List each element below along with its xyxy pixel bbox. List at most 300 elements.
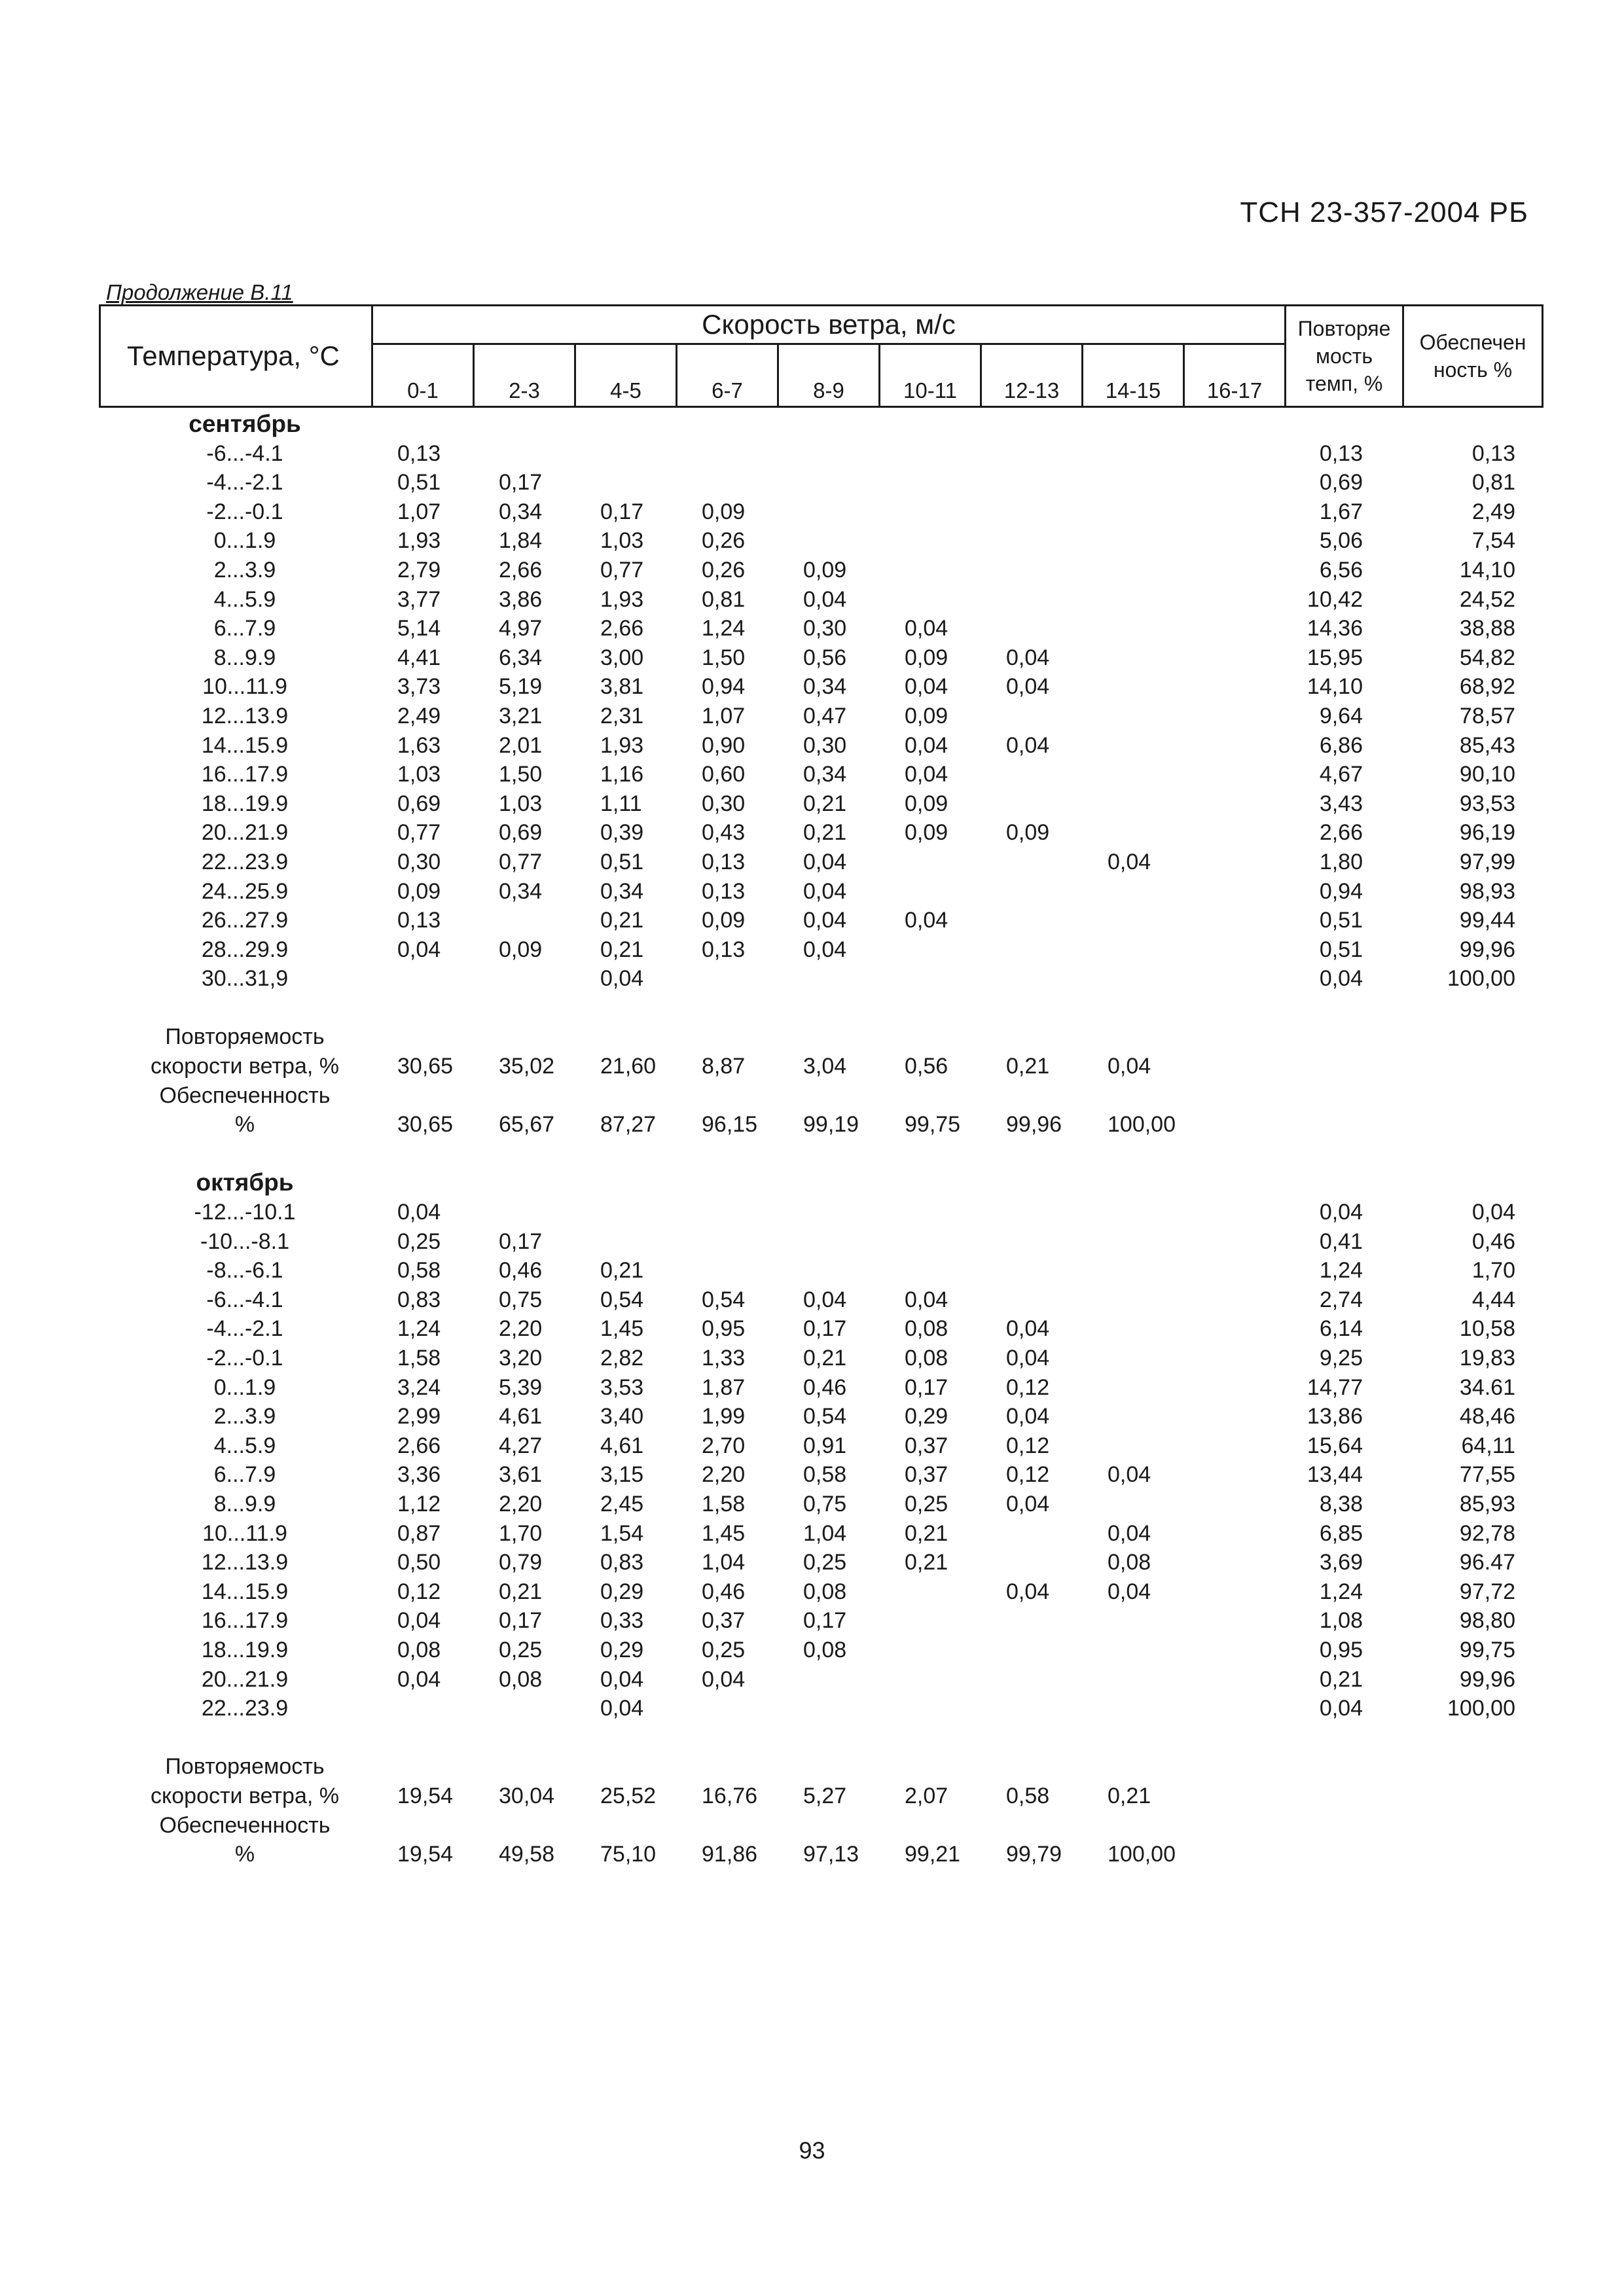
temperature-range: 14...15.9 bbox=[201, 732, 289, 758]
summary-cell bbox=[574, 1081, 676, 1111]
frequency-cell bbox=[878, 1227, 980, 1257]
frequency-cell: 1,99 bbox=[702, 1404, 746, 1429]
frequency-cell bbox=[1081, 614, 1183, 643]
empty-cell bbox=[1402, 1168, 1542, 1198]
frequency-cell: 1,45 bbox=[702, 1520, 746, 1546]
frequency-cell: 5,14 bbox=[397, 616, 441, 641]
speed-bin-header: 14-15 bbox=[1083, 344, 1184, 407]
temperature-range: -6...-4.1 bbox=[206, 1287, 283, 1312]
frequency-cell bbox=[1183, 702, 1284, 731]
temperature-range: 6...7.9 bbox=[213, 616, 276, 641]
temperature-range: 16...17.9 bbox=[201, 1608, 289, 1634]
table-row bbox=[99, 1490, 1542, 1519]
summary-cell: 19,54 bbox=[397, 1783, 454, 1808]
supply-cell: 19,83 bbox=[1459, 1346, 1515, 1371]
frequency-cell: 2,31 bbox=[600, 703, 644, 728]
summary-cell bbox=[980, 1081, 1081, 1111]
frequency-cell: 0,34 bbox=[803, 762, 847, 787]
summary-row bbox=[99, 1110, 1542, 1139]
temperature-range: 6...7.9 bbox=[213, 1462, 276, 1488]
frequency-cell: 0,21 bbox=[600, 1258, 644, 1283]
summary-cell bbox=[777, 1811, 878, 1840]
frequency-cell: 3,21 bbox=[499, 703, 543, 728]
frequency-cell bbox=[676, 964, 777, 994]
frequency-cell: 1,33 bbox=[702, 1346, 746, 1371]
frequency-cell bbox=[980, 935, 1081, 965]
frequency-cell bbox=[777, 1227, 878, 1257]
frequency-cell: 2,20 bbox=[499, 1316, 543, 1342]
summary-cell: 87,27 bbox=[600, 1112, 657, 1138]
frequency-cell: 0,04 bbox=[1006, 645, 1050, 670]
supply-cell: 85,43 bbox=[1459, 732, 1515, 758]
table-row bbox=[99, 1256, 1542, 1285]
supply-cell: 93,53 bbox=[1459, 791, 1515, 816]
frequency-cell bbox=[980, 1694, 1081, 1723]
frequency-cell bbox=[1183, 1402, 1284, 1431]
wind-speed-header: Скорость ветра, м/с bbox=[372, 306, 1286, 344]
temperature-repeat-cell: 3,69 bbox=[1319, 1550, 1363, 1575]
speed-bin-header: 16-17 bbox=[1184, 344, 1286, 407]
frequency-cell bbox=[1183, 672, 1284, 702]
frequency-cell: 0,08 bbox=[905, 1346, 948, 1371]
frequency-cell: 2,82 bbox=[600, 1346, 644, 1371]
table-row bbox=[99, 1344, 1542, 1373]
frequency-cell: 1,63 bbox=[397, 732, 441, 758]
temperature-range: 20...21.9 bbox=[201, 820, 289, 846]
frequency-cell: 2,45 bbox=[600, 1491, 644, 1516]
frequency-cell: 2,99 bbox=[397, 1404, 441, 1429]
temperature-range: 0...1.9 bbox=[213, 528, 276, 554]
empty-cell bbox=[777, 410, 878, 439]
table-row bbox=[99, 789, 1542, 819]
frequency-cell: 0,09 bbox=[803, 557, 847, 583]
frequency-cell: 0,08 bbox=[397, 1637, 441, 1662]
frequency-cell bbox=[1183, 497, 1284, 527]
frequency-cell bbox=[777, 964, 878, 994]
empty-cell bbox=[1402, 1081, 1542, 1111]
frequency-cell bbox=[473, 439, 574, 469]
summary-row bbox=[99, 1081, 1542, 1111]
table-row bbox=[99, 643, 1542, 673]
temperature-repeat-cell: 0,94 bbox=[1319, 878, 1363, 904]
frequency-cell: 0,43 bbox=[702, 820, 746, 846]
frequency-cell bbox=[980, 439, 1081, 469]
table-row bbox=[99, 1606, 1542, 1636]
frequency-cell bbox=[878, 1256, 980, 1285]
supply-cell: 85,93 bbox=[1459, 1491, 1515, 1516]
supply-cell: 97,72 bbox=[1459, 1579, 1515, 1604]
frequency-cell bbox=[980, 1606, 1081, 1636]
frequency-cell: 0,04 bbox=[905, 762, 948, 787]
summary-cell: 99,79 bbox=[1006, 1842, 1062, 1867]
frequency-cell: 0,04 bbox=[803, 1287, 847, 1312]
frequency-cell: 3,40 bbox=[600, 1404, 644, 1429]
frequency-cell: 0,04 bbox=[1108, 1579, 1151, 1604]
summary-label: Обеспеченность bbox=[159, 1083, 331, 1108]
supply-cell: 14,10 bbox=[1459, 557, 1515, 583]
frequency-cell bbox=[1183, 964, 1284, 994]
summary-cell: 100,00 bbox=[1108, 1842, 1176, 1867]
frequency-cell: 0,50 bbox=[397, 1550, 441, 1575]
frequency-cell: 1,04 bbox=[702, 1550, 746, 1575]
frequency-cell: 3,00 bbox=[600, 645, 644, 670]
empty-cell bbox=[676, 1168, 777, 1198]
frequency-cell bbox=[878, 848, 980, 877]
summary-cell bbox=[980, 1811, 1081, 1840]
frequency-cell bbox=[878, 1577, 980, 1607]
summary-cell bbox=[878, 1081, 980, 1111]
frequency-cell: 0,37 bbox=[905, 1433, 948, 1458]
temperature-range: 24...25.9 bbox=[201, 878, 289, 904]
frequency-cell: 0,17 bbox=[499, 470, 543, 495]
frequency-cell: 0,91 bbox=[803, 1433, 847, 1458]
frequency-cell bbox=[1183, 526, 1284, 556]
summary-cell bbox=[473, 1022, 574, 1052]
summary-cell: 99,21 bbox=[905, 1842, 961, 1867]
frequency-cell: 1,07 bbox=[397, 499, 441, 524]
frequency-cell bbox=[1081, 497, 1183, 527]
frequency-cell bbox=[1081, 1227, 1183, 1257]
frequency-cell bbox=[1183, 1460, 1284, 1490]
frequency-cell bbox=[1081, 1198, 1183, 1227]
summary-cell: 8,87 bbox=[702, 1054, 746, 1079]
frequency-cell bbox=[676, 468, 777, 497]
temperature-repeat-cell: 0,95 bbox=[1319, 1637, 1363, 1662]
frequency-cell: 0,04 bbox=[1006, 674, 1050, 700]
frequency-cell: 0,13 bbox=[397, 908, 441, 933]
frequency-cell: 0,04 bbox=[1006, 1404, 1050, 1429]
frequency-cell: 0,25 bbox=[499, 1637, 543, 1662]
frequency-cell: 0,04 bbox=[600, 1666, 644, 1692]
frequency-cell: 0,04 bbox=[397, 1666, 441, 1692]
frequency-cell: 0,04 bbox=[397, 1200, 441, 1225]
table-row bbox=[99, 672, 1542, 702]
summary-cell bbox=[676, 1752, 777, 1782]
frequency-cell: 1,54 bbox=[600, 1520, 644, 1546]
frequency-cell: 0,69 bbox=[397, 791, 441, 816]
frequency-cell bbox=[1183, 614, 1284, 643]
frequency-cell: 4,41 bbox=[397, 645, 441, 670]
temperature-repeat-cell: 1,08 bbox=[1319, 1608, 1363, 1634]
frequency-cell: 0,04 bbox=[1006, 1491, 1050, 1516]
frequency-cell bbox=[878, 556, 980, 585]
frequency-cell: 0,04 bbox=[702, 1666, 746, 1692]
frequency-cell bbox=[1081, 1665, 1183, 1695]
frequency-cell bbox=[1183, 935, 1284, 965]
empty-cell bbox=[1284, 1052, 1402, 1081]
data-table bbox=[99, 410, 1542, 1869]
summary-cell bbox=[1081, 1752, 1183, 1782]
temperature-range: -10...-8.1 bbox=[200, 1229, 290, 1254]
supply-cell: 54,82 bbox=[1459, 645, 1515, 670]
summary-cell bbox=[676, 1081, 777, 1111]
frequency-cell: 0,37 bbox=[905, 1462, 948, 1488]
frequency-cell: 0,21 bbox=[803, 791, 847, 816]
frequency-cell bbox=[878, 964, 980, 994]
frequency-cell: 0,79 bbox=[499, 1550, 543, 1575]
temperature-range: 18...19.9 bbox=[201, 1637, 289, 1662]
frequency-cell: 0,39 bbox=[600, 820, 644, 846]
frequency-cell bbox=[878, 1198, 980, 1227]
frequency-cell bbox=[371, 1694, 473, 1723]
frequency-cell bbox=[777, 526, 878, 556]
supply-cell: 96.47 bbox=[1459, 1550, 1515, 1575]
table-row bbox=[99, 1227, 1542, 1257]
table-row bbox=[99, 1402, 1542, 1431]
frequency-cell: 0,56 bbox=[803, 645, 847, 670]
summary-cell bbox=[980, 1752, 1081, 1782]
frequency-cell: 6,34 bbox=[499, 645, 543, 670]
summary-label: скорости ветра, % bbox=[151, 1783, 339, 1808]
summary-cell: 16,76 bbox=[702, 1783, 758, 1808]
summary-cell bbox=[1183, 1081, 1284, 1111]
summary-cell: 0,21 bbox=[1108, 1783, 1151, 1808]
frequency-cell: 0,83 bbox=[600, 1550, 644, 1575]
table-row bbox=[99, 1694, 1542, 1723]
frequency-cell bbox=[1183, 439, 1284, 469]
frequency-cell bbox=[1183, 1431, 1284, 1461]
frequency-cell bbox=[1081, 877, 1183, 906]
frequency-cell bbox=[878, 585, 980, 615]
supply-cell: 78,57 bbox=[1459, 703, 1515, 728]
temperature-range: 22...23.9 bbox=[201, 849, 289, 874]
frequency-cell: 0,09 bbox=[905, 791, 948, 816]
temperature-range: 10...11.9 bbox=[202, 674, 287, 700]
frequency-cell: 2,66 bbox=[499, 557, 543, 583]
summary-cell bbox=[1183, 1782, 1284, 1811]
summary-cell bbox=[1183, 1811, 1284, 1840]
frequency-cell: 0,69 bbox=[499, 820, 543, 846]
frequency-cell: 0,47 bbox=[803, 703, 847, 728]
frequency-cell bbox=[980, 1227, 1081, 1257]
frequency-cell bbox=[1081, 760, 1183, 789]
frequency-cell: 0,08 bbox=[1108, 1550, 1151, 1575]
frequency-cell bbox=[1081, 1402, 1183, 1431]
supply-cell: 98,80 bbox=[1459, 1608, 1515, 1634]
frequency-cell bbox=[980, 1636, 1081, 1665]
frequency-cell: 0,34 bbox=[499, 499, 543, 524]
summary-row bbox=[99, 1811, 1542, 1840]
summary-cell bbox=[473, 1752, 574, 1782]
table-row bbox=[99, 818, 1542, 848]
table-row bbox=[99, 614, 1542, 643]
frequency-cell bbox=[878, 935, 980, 965]
temperature-repeat-cell: 1,24 bbox=[1319, 1579, 1363, 1604]
temperature-repeat-cell: 0,69 bbox=[1319, 470, 1363, 495]
frequency-cell: 0,04 bbox=[600, 966, 644, 992]
frequency-cell: 1,58 bbox=[397, 1346, 441, 1371]
frequency-cell: 0,08 bbox=[499, 1666, 543, 1692]
temperature-repeat-cell: 0,51 bbox=[1319, 908, 1363, 933]
frequency-cell: 0,04 bbox=[905, 616, 948, 641]
speed-bin-header: 12-13 bbox=[981, 344, 1083, 407]
frequency-cell: 1,16 bbox=[600, 762, 644, 787]
frequency-cell bbox=[777, 1694, 878, 1723]
supply-cell: 34.61 bbox=[1459, 1374, 1515, 1400]
frequency-cell: 5,39 bbox=[499, 1374, 543, 1400]
summary-row bbox=[99, 1752, 1542, 1782]
frequency-cell: 0,33 bbox=[600, 1608, 644, 1634]
frequency-cell bbox=[1183, 556, 1284, 585]
frequency-cell: 0,58 bbox=[397, 1258, 441, 1283]
frequency-cell bbox=[676, 1694, 777, 1723]
supply-cell: 38,88 bbox=[1459, 616, 1515, 641]
supply-cell: 7,54 bbox=[1471, 528, 1515, 554]
frequency-cell bbox=[980, 556, 1081, 585]
frequency-cell bbox=[980, 789, 1081, 819]
frequency-cell: 0,26 bbox=[702, 557, 746, 583]
temperature-range: 8...9.9 bbox=[213, 645, 276, 670]
temperature-repeat-cell: 0,41 bbox=[1319, 1229, 1363, 1254]
summary-label: Повторяемость bbox=[165, 1024, 325, 1050]
frequency-cell bbox=[676, 1256, 777, 1285]
empty-cell bbox=[1402, 1811, 1542, 1840]
supply-cell: 48,46 bbox=[1459, 1404, 1515, 1429]
empty-cell bbox=[1284, 1782, 1402, 1811]
frequency-cell bbox=[980, 1198, 1081, 1227]
table-row bbox=[99, 1285, 1542, 1315]
temperature-range: 30...31,9 bbox=[201, 966, 289, 992]
table-row bbox=[99, 848, 1542, 877]
temperature-range: 2...3.9 bbox=[213, 557, 276, 583]
temperature-range: 22...23.9 bbox=[201, 1696, 289, 1721]
summary-cell bbox=[878, 1752, 980, 1782]
frequency-cell: 2,20 bbox=[702, 1462, 746, 1488]
frequency-cell bbox=[1081, 643, 1183, 673]
frequency-cell: 0,77 bbox=[600, 557, 644, 583]
table-row bbox=[99, 1373, 1542, 1403]
frequency-cell bbox=[1183, 1373, 1284, 1403]
summary-cell bbox=[777, 1022, 878, 1052]
frequency-cell bbox=[1081, 526, 1183, 556]
frequency-cell: 0,21 bbox=[600, 937, 644, 962]
frequency-cell bbox=[1183, 818, 1284, 848]
empty-cell bbox=[1402, 1052, 1542, 1081]
summary-cell: 30,65 bbox=[397, 1112, 454, 1138]
frequency-cell: 1,70 bbox=[499, 1520, 543, 1546]
frequency-cell bbox=[1081, 935, 1183, 965]
frequency-cell bbox=[1081, 439, 1183, 469]
summary-row bbox=[99, 1052, 1542, 1081]
frequency-cell: 0,04 bbox=[1006, 732, 1050, 758]
frequency-cell: 2,20 bbox=[499, 1491, 543, 1516]
empty-cell bbox=[1081, 410, 1183, 439]
temperature-range: -2...-0.1 bbox=[206, 1346, 283, 1371]
frequency-cell bbox=[1081, 468, 1183, 497]
summary-cell: 2,07 bbox=[905, 1783, 948, 1808]
summary-cell: 0,04 bbox=[1108, 1054, 1151, 1079]
page-number: 93 bbox=[799, 2137, 825, 2164]
frequency-cell: 0,09 bbox=[905, 703, 948, 728]
frequency-cell: 2,49 bbox=[397, 703, 441, 728]
frequency-cell bbox=[1183, 1314, 1284, 1344]
table-row bbox=[99, 964, 1542, 994]
frequency-cell: 0,17 bbox=[803, 1608, 847, 1634]
frequency-cell bbox=[1183, 1285, 1284, 1315]
frequency-cell: 0,51 bbox=[397, 470, 441, 495]
frequency-cell bbox=[1081, 818, 1183, 848]
frequency-cell: 0,21 bbox=[905, 1550, 948, 1575]
frequency-cell: 1,50 bbox=[702, 645, 746, 670]
frequency-cell bbox=[777, 1665, 878, 1695]
frequency-cell: 0,04 bbox=[905, 674, 948, 700]
temperature-repeat-cell: 13,86 bbox=[1307, 1404, 1363, 1429]
empty-cell bbox=[1284, 1752, 1402, 1782]
frequency-cell bbox=[980, 526, 1081, 556]
frequency-cell bbox=[980, 1256, 1081, 1285]
summary-label: Обеспеченность bbox=[159, 1812, 331, 1838]
frequency-cell: 2,79 bbox=[397, 557, 441, 583]
temperature-range: 4...5.9 bbox=[213, 1433, 276, 1458]
frequency-cell: 0,04 bbox=[803, 849, 847, 874]
table-row bbox=[99, 1519, 1542, 1549]
frequency-cell: 4,97 bbox=[499, 616, 543, 641]
empty-cell bbox=[676, 410, 777, 439]
frequency-cell: 0,17 bbox=[600, 499, 644, 524]
temperature-repeat-cell: 0,04 bbox=[1319, 966, 1363, 992]
table-row bbox=[99, 585, 1542, 615]
supply-cell: 0,13 bbox=[1471, 440, 1515, 466]
table-row bbox=[99, 1431, 1542, 1461]
frequency-cell bbox=[980, 702, 1081, 731]
frequency-cell: 5,19 bbox=[499, 674, 543, 700]
summary-cell bbox=[1081, 1811, 1183, 1840]
empty-cell bbox=[1402, 1782, 1542, 1811]
table-header bbox=[99, 304, 1543, 408]
frequency-cell bbox=[1183, 1344, 1284, 1373]
frequency-cell bbox=[1081, 1285, 1183, 1315]
frequency-cell bbox=[878, 1636, 980, 1665]
summary-cell bbox=[1183, 1052, 1284, 1081]
supply-header: Обеспечен ность % bbox=[1403, 306, 1543, 407]
frequency-cell: 1,93 bbox=[600, 732, 644, 758]
supply-cell: 10,58 bbox=[1459, 1316, 1515, 1342]
frequency-cell: 0,30 bbox=[803, 732, 847, 758]
empty-cell bbox=[878, 1168, 980, 1198]
empty-cell bbox=[473, 1168, 574, 1198]
summary-row bbox=[99, 1840, 1542, 1869]
frequency-cell: 0,09 bbox=[397, 878, 441, 904]
frequency-cell: 0,09 bbox=[1006, 820, 1050, 846]
frequency-cell: 3,81 bbox=[600, 674, 644, 700]
table-caption: Продолжение В.11 bbox=[106, 280, 293, 304]
summary-cell: 0,58 bbox=[1006, 1783, 1050, 1808]
spacer-row bbox=[99, 1723, 1542, 1753]
table-row bbox=[99, 906, 1542, 935]
summary-cell: 100,00 bbox=[1108, 1112, 1176, 1138]
frequency-cell bbox=[1183, 789, 1284, 819]
table-row bbox=[99, 497, 1542, 527]
summary-label: % bbox=[234, 1842, 255, 1867]
frequency-cell: 1,93 bbox=[600, 586, 644, 612]
summary-cell: 25,52 bbox=[600, 1783, 657, 1808]
frequency-cell: 0,17 bbox=[905, 1374, 948, 1400]
frequency-cell bbox=[878, 439, 980, 469]
supply-cell: 98,93 bbox=[1459, 878, 1515, 904]
frequency-cell: 0,77 bbox=[499, 849, 543, 874]
supply-cell: 90,10 bbox=[1459, 762, 1515, 787]
frequency-cell: 1,07 bbox=[702, 703, 746, 728]
frequency-cell: 3,24 bbox=[397, 1374, 441, 1400]
frequency-cell: 0,46 bbox=[499, 1258, 543, 1283]
frequency-cell: 1,45 bbox=[600, 1316, 644, 1342]
frequency-cell bbox=[1081, 731, 1183, 761]
summary-cell: 99,75 bbox=[905, 1112, 961, 1138]
supply-cell: 64,11 bbox=[1461, 1433, 1515, 1458]
frequency-cell: 0,34 bbox=[803, 674, 847, 700]
frequency-cell bbox=[676, 439, 777, 469]
summary-cell: 30,04 bbox=[499, 1783, 555, 1808]
